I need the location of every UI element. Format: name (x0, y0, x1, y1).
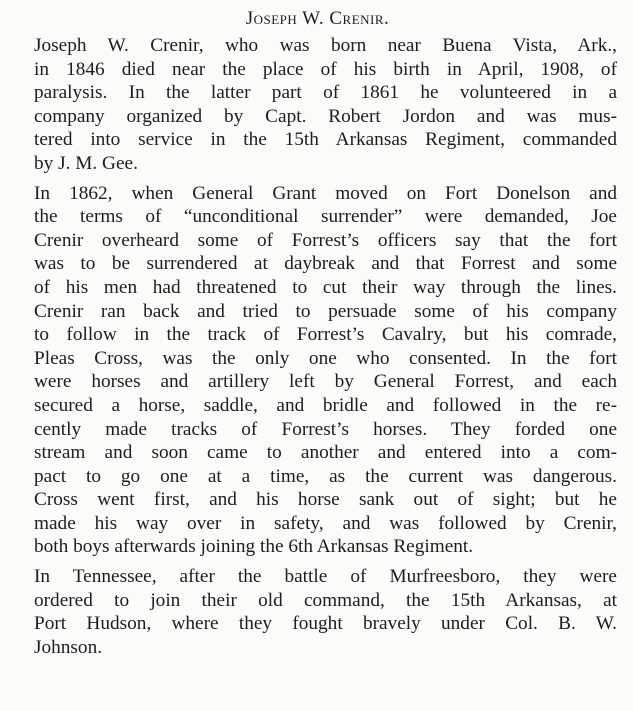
text-line: Crenir ran back and tried to persuade some of his company (34, 300, 617, 322)
text-line: secured a horse, saddle, and bridle and followed in the re- (34, 394, 617, 416)
text-line: In Tennessee, after the battle of Murfreesboro, they were (34, 566, 617, 588)
text-line: tered into service in the 15th Arkansas Regiment, commanded (34, 129, 617, 151)
paragraph-1 (18, 34, 617, 176)
text-line: company organized by Capt. Robert Jordon and was mus- (34, 105, 617, 127)
text-line: Johnson. (34, 636, 103, 658)
paragraph-2 (18, 182, 617, 560)
text-line: Port Hudson, where they fought bravely under Col. B. W. (34, 613, 617, 635)
text-line: pact to go one at a time, as the current was dangerous. (34, 465, 617, 487)
text-line: Pleas Cross, was the only one who consented. In the fort (34, 347, 617, 369)
document-title: Joseph W. Crenir. (245, 8, 390, 29)
text-line: both boys afterwards joining the 6th Arkansas Regiment. (34, 536, 474, 558)
text-line: Joseph W. Crenir, who was born near Buena Vista, Ark., (34, 35, 617, 56)
text-line: In 1862, when General Grant moved on Fort Donelson and (34, 182, 617, 204)
text-line: the terms of “unconditional surrender” were demanded, Joe (34, 206, 617, 228)
text-line: in 1846 died near the place of his birth in April, 1908, of (34, 58, 617, 80)
text-line: Cross went first, and his horse sank out of sight; but he (34, 489, 617, 511)
text-line: were horses and artillery left by General Forrest, and each (34, 371, 617, 393)
text-line: by J. M. Gee. (34, 152, 138, 174)
text-line: paralysis. In the latter part of 1861 he volunteered in a (34, 82, 617, 104)
text-line: made his way over in safety, and was followed by Crenir, (34, 512, 617, 534)
text-line: ordered to join their old command, the 15th Arkansas, at (34, 589, 617, 611)
text-line: cently made tracks of Forrest’s horses. They forded one (34, 418, 617, 440)
text-line: to follow in the track of Forrest’s Cavalry, but his comrade, (34, 324, 617, 346)
paragraph-3 (18, 565, 617, 659)
text-line: Crenir overheard some of Forrest’s officers say that the fort (34, 229, 617, 251)
text-line: of his men had threatened to cut their way through the lines. (34, 276, 617, 298)
text-line: was to be surrendered at daybreak and that Forrest and some (34, 253, 617, 275)
text-line: stream and soon came to another and entered into a com- (34, 442, 617, 464)
